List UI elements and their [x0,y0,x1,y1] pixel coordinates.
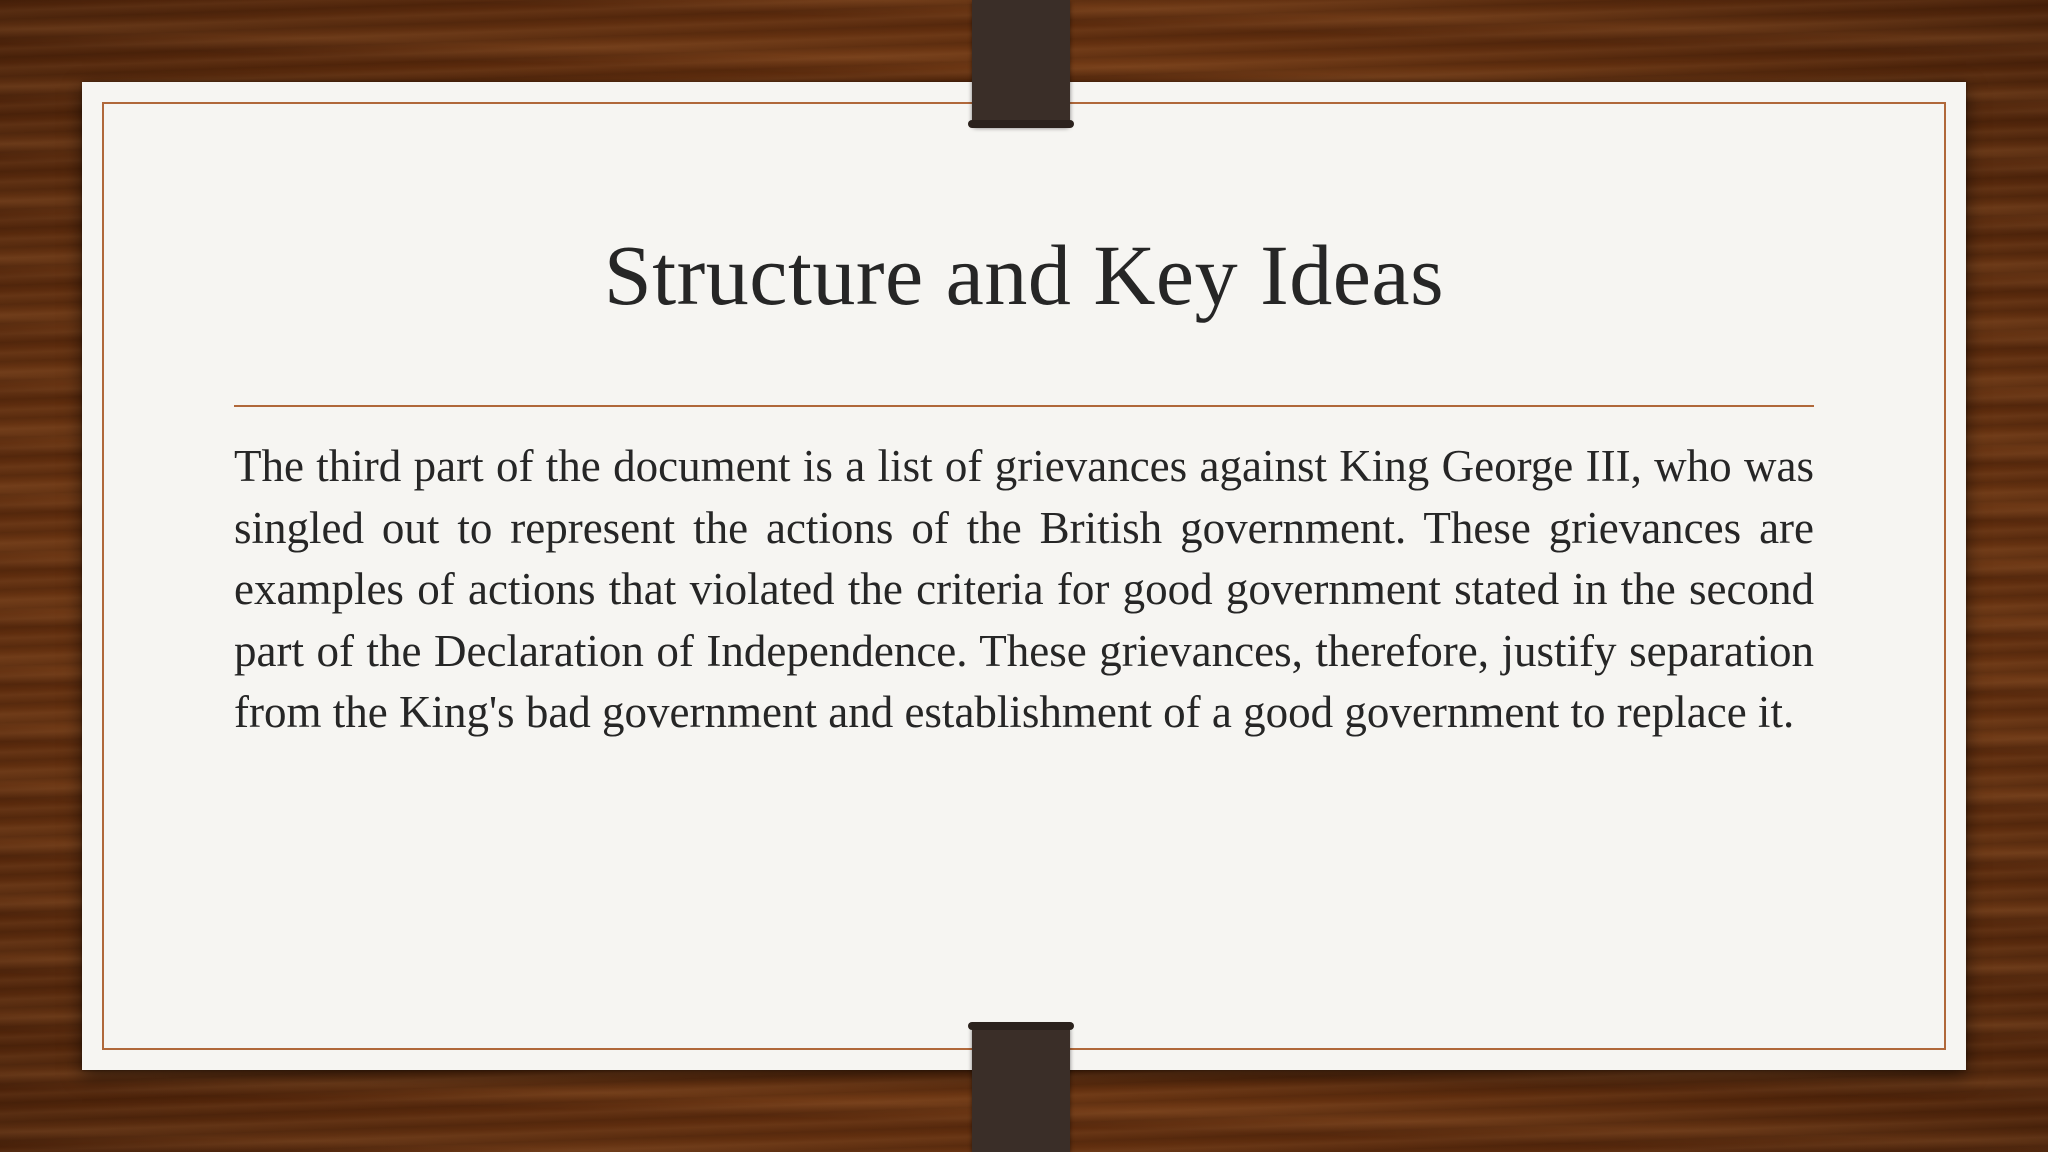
title-divider [234,405,1814,407]
top-clip [972,0,1070,126]
slide-body-text: The third part of the document is a list of grievances against King George III, who was singled out to represent the actions of the British government. These grievances are examples of actions that violated the criteria for good government stated in the second part of the Declaration of Independence. These grievances, therefore, justify separation from the King's bad government and establishment of a good government to replace it. [234,441,1814,737]
slide-title: Structure and Key Ideas [603,227,1445,323]
bottom-clip [972,1024,1070,1152]
